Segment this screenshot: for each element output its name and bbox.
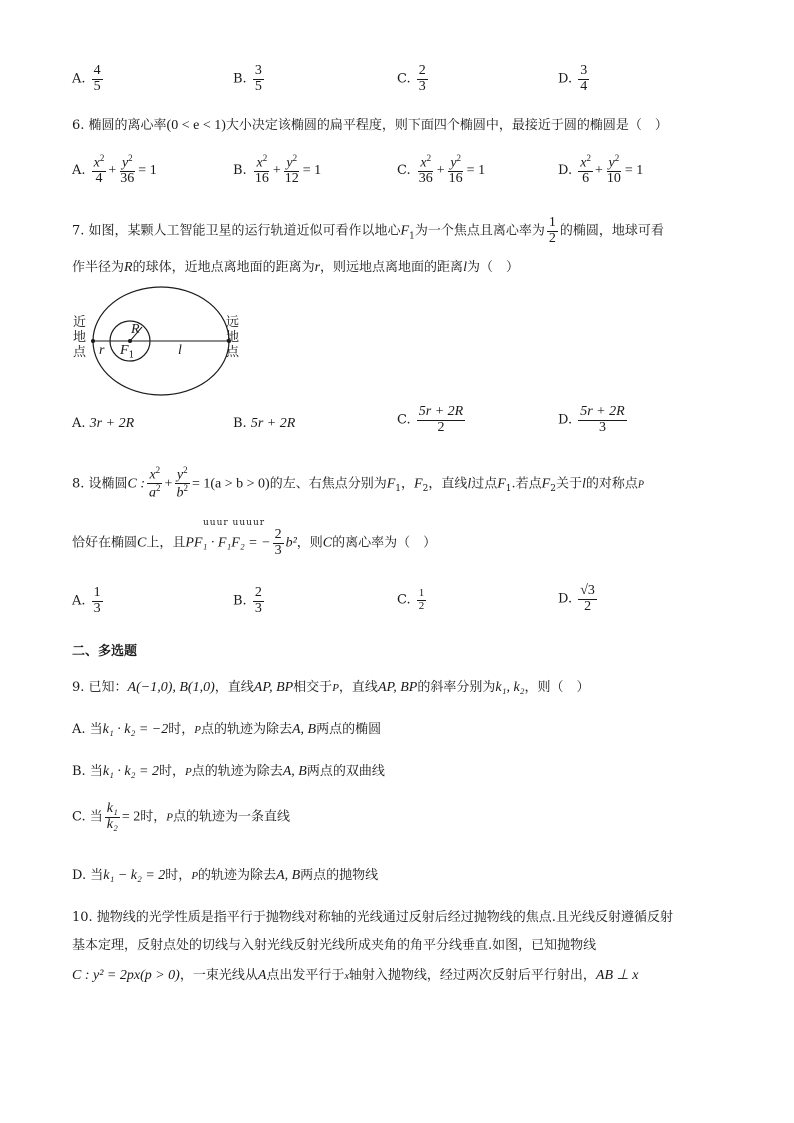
q9-option-d: D. 当k₁ − k₂ = 2时，P的轨迹为除去A, B两点的抛物线 (72, 868, 379, 883)
q7-option-b: B. 5r + 2R (233, 416, 296, 431)
q6-option-b: B. $\frac{x^2}{16}$ + $\frac{y^2}{12}$ = 1 (233, 153, 322, 187)
q8-option-b: B. $\frac{2}{3}$ (233, 585, 262, 616)
fig-label-l: l (178, 343, 182, 358)
q9-option-b: B. 当k₁ · k₂ = 2时，P点的轨迹为除去A, B两点的双曲线 (72, 764, 385, 779)
q9-option-a: A. 当k₁ · k₂ = −2时，P点的轨迹为除去A, B两点的椭圆 (72, 722, 382, 737)
fig-label-R: R (131, 322, 140, 337)
fraction: $\frac{3}{5}$ (254, 63, 262, 94)
q10-stem-line3: C : y² = 2px(p > 0)，一束光线从A点出发平行于x轴射入抛物线，经过两次反射后平行射出，AB ⊥ x (72, 968, 639, 983)
fig-label-r: r (99, 343, 105, 358)
q8-option-d: D. $\frac{√3}{2}$ (558, 583, 595, 614)
q5-option-b: B. $\frac{3}{5}$ (233, 63, 262, 94)
q7-option-a: A. 3r + 2R (72, 416, 135, 431)
q10-stem-line1: 10. 抛物线的光学性质是指平行于抛物线对称轴的光线通过反射后经过抛物线的焦点.且光线反射遵循反射 (72, 910, 673, 925)
fraction: $\frac{2}{3}$ (418, 63, 426, 94)
q7-stem-line2: 作半径为R的球体，近地点离地面的距离为r，则远地点离地面的距离l为（ ） (72, 260, 519, 275)
section-heading: 二、多选题 (72, 644, 138, 659)
q5-option-c: C. $\frac{2}{3}$ (397, 63, 426, 94)
q6-option-a: A. $\frac{x^2}{4}$ + $\frac{y^2}{36}$ = 1 (72, 153, 157, 187)
q7-stem-line1: 7. 如图，某颗人工智能卫星的运行轨道近似可看作以地心$F_1$为一个焦点且离心率为 $\frac{1}{2}$ 的椭圆，地球可看 (72, 215, 664, 246)
fig-label-F1: $F_1$ (120, 343, 135, 361)
fraction: $\frac{4}{5}$ (93, 63, 101, 94)
perigee-label: 近 地 点 (73, 315, 87, 360)
q9-stem: 9. 已知：A(−1,0), B(1,0)，直线AP, BP相交于P，直线AP, BP的斜率分别为k₁, k₂，则（ ） (72, 680, 590, 695)
orbit-diagram (90, 285, 240, 400)
q7-option-d: D. $\frac{5r + 2R}{3}$ (558, 404, 625, 435)
q10-stem-line2: 基本定理，反射点处的切线与入射光线反射光线所成夹角的角平分线垂直.如图，已知抛物线 (72, 938, 597, 953)
q5-option-a: A. $\frac{4}{5}$ (72, 63, 101, 94)
q8-option-c: C. $\frac{1}{2}$ (397, 587, 425, 612)
q8-stem-line2: 恰好在椭圆C上，且PF₁ · F₁F₂ = − $\frac{2}{3}$ b²，则C的离心率为（ ） (72, 527, 437, 558)
perigee-point (91, 339, 95, 343)
q5-option-d: D. $\frac{3}{4}$ (558, 63, 588, 94)
q6-stem: 6. 椭圆的离心率(0 < e < 1)大小决定该椭圆的扁平程度，则下面四个椭圆中，最接近于圆的椭圆是（ ） (72, 118, 668, 133)
vector-arrows: uuur uuuur (203, 518, 266, 528)
q6-option-d: D. $\frac{x^2}{6}$ + $\frac{y^2}{10}$ = 1 (558, 153, 644, 187)
q6-option-c: C. $\frac{x^2}{36}$ + $\frac{y^2}{16}$ = 1 (397, 153, 486, 187)
q8-stem-line1: 8. 设椭圆C : $\frac{x^2}{a^2}$ + $\frac{y^2}{b^2}$ = 1(a > b > 0)的左、右焦点分别为$F_1$，$F_2$，直线l过点$F_1$.若点$F_2$关于l的对称点P (72, 465, 644, 501)
fraction: $\frac{3}{4}$ (580, 63, 588, 94)
q8-option-a: A. $\frac{1}{3}$ (72, 585, 101, 616)
q7-option-c: C. $\frac{5r + 2R}{2}$ (397, 404, 464, 435)
q9-option-c: C. 当 $\frac{\text{k₁}}{\text{k₂}}$ = 2时，P点的轨迹为一条直线 (72, 801, 291, 832)
apogee-label: 远 地 点 (226, 315, 240, 360)
